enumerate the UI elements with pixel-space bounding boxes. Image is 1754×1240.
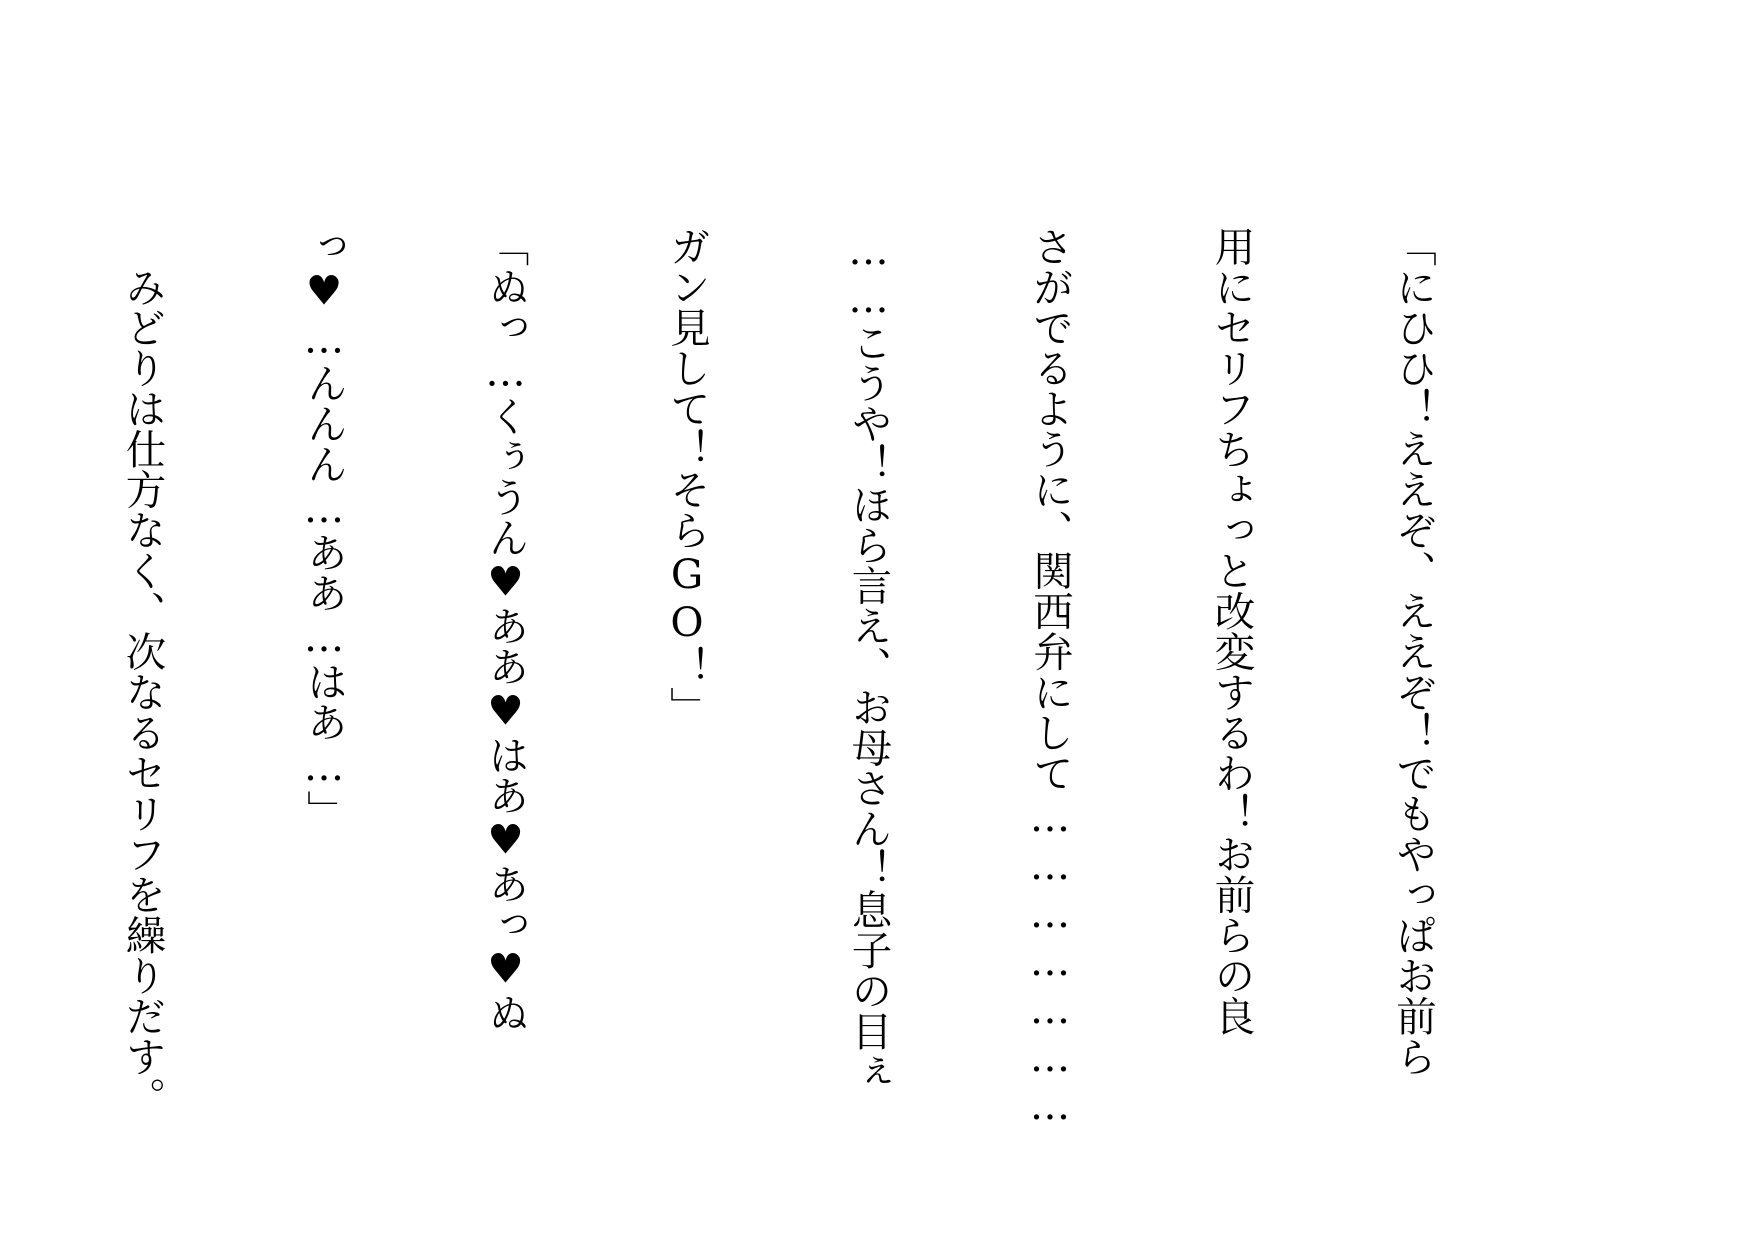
text-line: ……こうや！ほら言え、お母さん！息子の目ぇ <box>844 226 893 1092</box>
vertical-text-body <box>0 226 1564 1129</box>
text-line: みどりは仕方なく、次なるセリフを繰りだす。 <box>118 226 167 1117</box>
text-line: 「ぬっ…くぅうん♥ああ♥はあ♥あっ♥ぬ <box>481 226 530 1033</box>
text-line: 用にセリフちょっと改変するわ！お前らの良 <box>1207 226 1256 1036</box>
text-line: さがでるように、関西弁にして………………… <box>1026 226 1074 1129</box>
text-line: っ♥…んんん…ああ…はあ…」 <box>300 226 348 831</box>
text-line: ガン見して！そらGO！」 <box>663 226 711 727</box>
text-line: 「にひひ！ええぞ、ええぞ！でもやっぱお前ら <box>1389 226 1437 1077</box>
